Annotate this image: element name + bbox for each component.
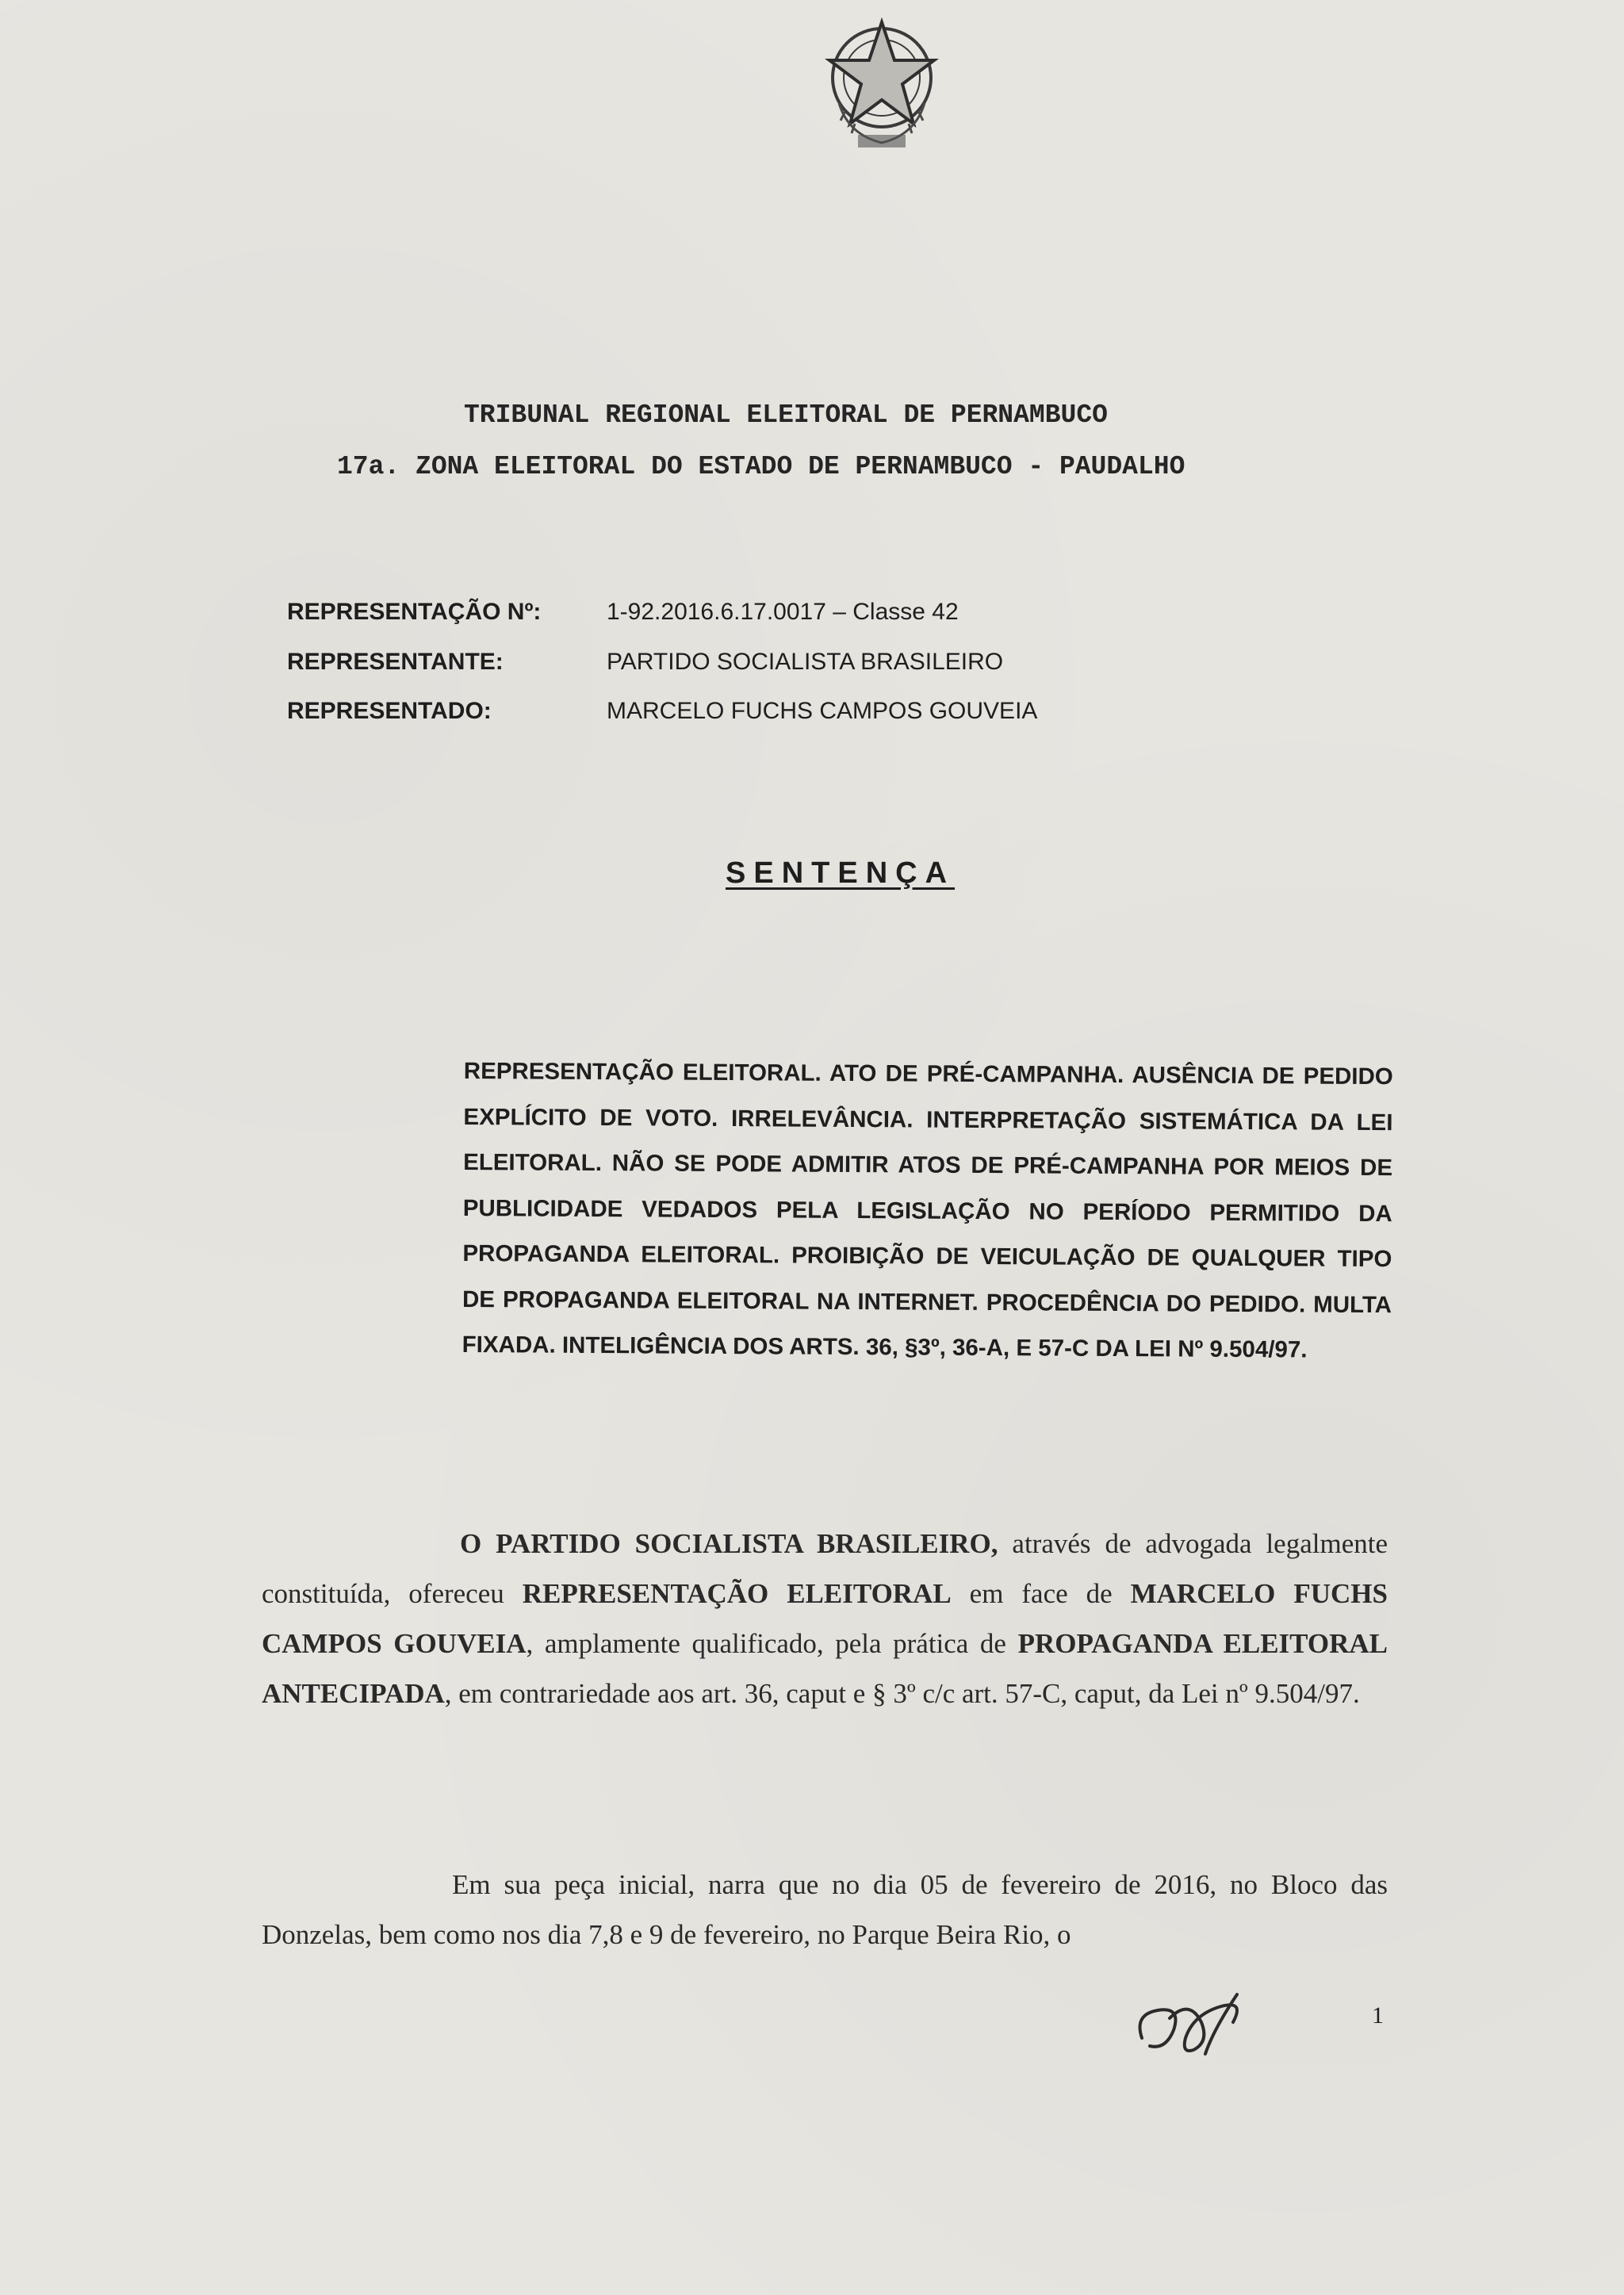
case-number-value: 1-92.2016.6.17.0017 – Classe 42 [607, 599, 959, 625]
defendant-value: MARCELO FUCHS CAMPOS GOUVEIA [607, 698, 1038, 724]
party-name: O PARTIDO SOCIALISTA BRASILEIRO, [460, 1528, 998, 1559]
signature-initials [1126, 1983, 1253, 2070]
plaintiff-value: PARTIDO SOCIALISTA BRASILEIRO [607, 649, 1004, 675]
case-number-label: REPRESENTAÇÃO Nº: [287, 599, 542, 625]
document-title: SENTENÇA [726, 856, 956, 890]
paragraph-1 [262, 1519, 1388, 1718]
representation-term: REPRESENTAÇÃO ELEITORAL [522, 1578, 952, 1609]
text-segment: através de advogada legalmente constituída, ofereceu [262, 1528, 1388, 1609]
defendant-name: MARCELO FUCHS CAMPOS GOUVEIA [262, 1578, 1388, 1659]
page-number: 1 [1372, 2002, 1384, 2029]
coat-of-arms-seal [817, 8, 948, 159]
summary-ementa: REPRESENTAÇÃO ELEITORAL. ATO DE PRÉ-CAMPANHA. AUSÊNCIA DE PEDIDO EXPLÍCITO DE VOTO. IRRELEVÂNCIA. INTERPRETAÇÃO SISTEMÁTICA DA LEI ELEITORAL. NÃO SE PODE ADMITIR ATOS DE PRÉ-CAMPANHA POR MEIOS DE PUBLICIDADE VEDADOS PELA LEGISLAÇÃO NO PERÍODO PERMITIDO DA PROPAGANDA ELEITORAL. PROIBIÇÃO DE VEICULAÇÃO DE QUALQUER TIPO DE PROPAGANDA ELEITORAL NA INTERNET. PROCEDÊNCIA DO PEDIDO. MULTA FIXADA. INTELIGÊNCIA DOS ARTS. 36, §3º, 36-A, E 57-C DA LEI Nº 9.504/97. [462, 1057, 1393, 1363]
defendant-label: REPRESENTADO: [287, 698, 492, 724]
electoral-zone: 17a. ZONA ELEITORAL DO ESTADO DE PERNAMBUCO - PAUDALHO [337, 452, 1185, 481]
paragraph-2: Em sua peça inicial, narra que no dia 05 de fevereiro de 2016, no Bloco das Donzelas, bem como nos dia 7,8 e 9 de fevereiro, no Parque Beira Rio, o [262, 1869, 1388, 1950]
offense-term: PROPAGANDA ELEITORAL ANTECIPADA [262, 1628, 1388, 1709]
court-name: TRIBUNAL REGIONAL ELEITORAL DE PERNAMBUCO [464, 400, 1108, 430]
plaintiff-label: REPRESENTANTE: [287, 649, 504, 675]
text-segment: , em contrariedade aos art. 36, caput e § 3º c/c art. 57-C, caput, da Lei nº 9.504/97. [444, 1678, 1360, 1709]
text-segment: , amplamente qualificado, pela prática de [526, 1628, 1018, 1659]
text-segment: em face de [951, 1578, 1131, 1609]
